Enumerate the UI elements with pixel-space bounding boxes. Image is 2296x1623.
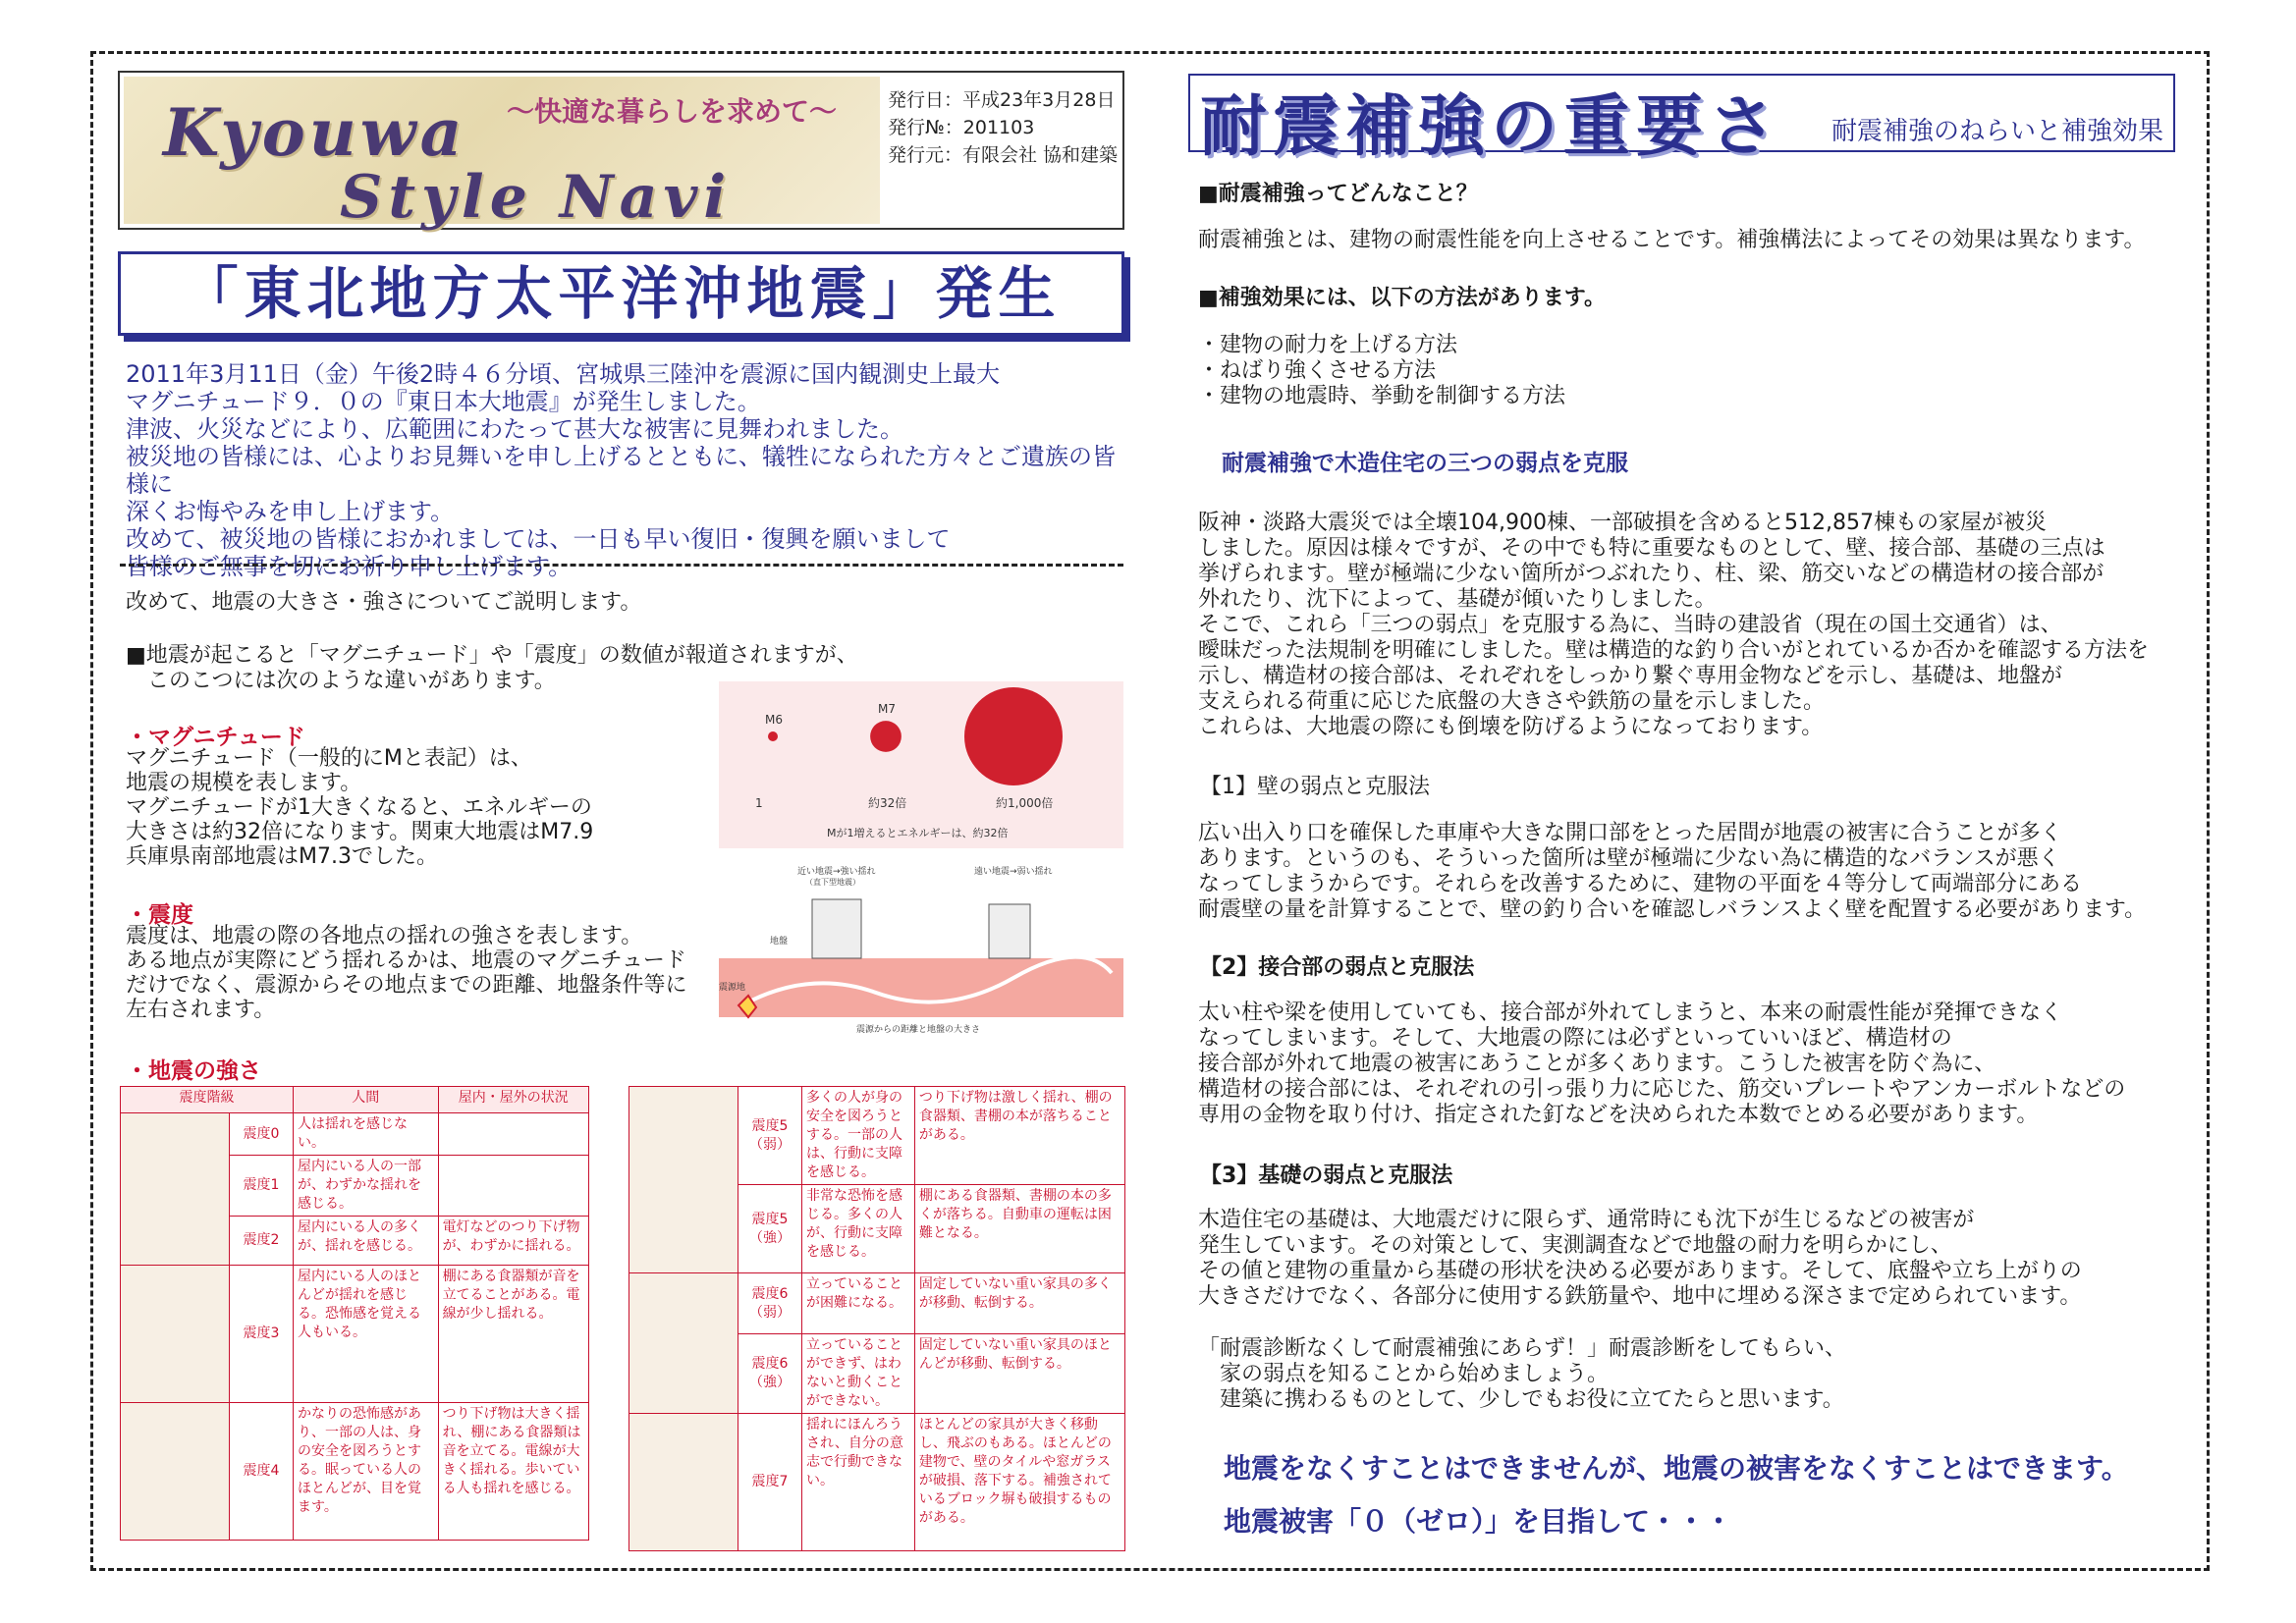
foundation-line: 大きさだけでなく、各部分に使用する鉄筋量や、地中に埋める深さまで定められています。 xyxy=(1198,1284,2082,1309)
masthead xyxy=(118,71,1124,230)
weakness-line: そこで、これら「三つの弱点」を克服する為に、当時の建設省（現在の国土交通省）は、 xyxy=(1198,613,2062,637)
weakness-line: 挙げられます。壁が極端に少ない箇所がつぶれたり、柱、梁、筋交いなどの構造材の接合部が xyxy=(1198,562,2105,586)
shindo-line: ある地点が実際にどう揺れるかは、地震のマグニチュード xyxy=(126,948,686,973)
source-label: 震源地 xyxy=(719,983,746,993)
logo-line1: Kyouwa xyxy=(163,94,466,171)
human-cell: 揺れにほんろうされ、自分の意志で行動できない。 xyxy=(802,1414,915,1551)
news-block xyxy=(126,360,1127,580)
header-level: 震度階級 xyxy=(121,1087,294,1113)
situation-cell: 固定していない重い家具の多くが移動、転倒する。 xyxy=(914,1273,1124,1334)
human-cell: 非常な恐怖を感じる。多くの人が、行動に支障を感じる。 xyxy=(802,1185,915,1273)
method-item: ・建物の地震時、挙動を制御する方法 xyxy=(1198,384,1566,408)
level-cell: 震度5（弱） xyxy=(738,1087,802,1185)
value-label: 約32倍 xyxy=(868,796,907,810)
near-sublabel: （直下型地震） xyxy=(805,878,860,887)
table-row xyxy=(629,1273,1125,1334)
news-line: 2011年3月11日（金）午後2時４６分頃、宮城県三陸沖を震源に国内観測史上最大 xyxy=(126,360,1001,388)
level-cell: 震度1 xyxy=(230,1156,294,1217)
far-building-icon xyxy=(989,904,1030,958)
magnitude-heading: ・マグニチュード xyxy=(126,725,305,750)
shindo-heading: ・震度 xyxy=(126,902,193,928)
right-subtitle: 耐震補強のねらいと補強効果 xyxy=(1831,117,2163,146)
level-cell: 震度6（強） xyxy=(738,1334,802,1414)
closing-line1: 地震をなくすことはできませんが、地震の被害をなくすことはできます。 xyxy=(1224,1452,2129,1485)
joint-line: なってしまいます。そして、大地震の際には必ずといっていいほど、構造材の xyxy=(1198,1026,1952,1051)
tagline: ～快適な暮らしを求めて～ xyxy=(507,95,838,128)
headline: 「東北地方太平洋沖地震」発生 xyxy=(118,251,1124,336)
magnitude-body xyxy=(126,746,715,869)
weakness-heading: 耐震補強で木造住宅の三つの弱点を克服 xyxy=(1222,451,1628,476)
human-cell: 多くの人が身の安全を図ろうとする。一部の人は、行動に支障を感じる。 xyxy=(802,1087,915,1185)
methods-heading: ■補強効果には、以下の方法があります。 xyxy=(1198,286,1607,310)
category-label: M7 xyxy=(878,702,896,717)
level-cell: 震度2 xyxy=(230,1217,294,1266)
situation-cell: ほとんどの家具が大きく移動し、飛ぶのもある。ほとんどの建物で、壁のタイルや窓ガラスが破損、落下する。補強されているブロック塀も破損するものがある。 xyxy=(914,1414,1124,1551)
human-cell: かなりの恐怖感があり、一部の人は、身の安全を図ろうとする。眠っている人のほとんどが、目を覚ます。 xyxy=(294,1403,439,1541)
methods-list xyxy=(1198,333,1565,409)
advice-line: 建築に携わるものとして、少しでもお役に立てたらと思います。 xyxy=(1220,1387,1844,1412)
question-body: 耐震補強とは、建物の耐震性能を向上させることです。補強構法によってその効果は異なります。 xyxy=(1198,228,2146,252)
situation-cell: 棚にある食器類が音を立てることがある。電線が少し揺れる。 xyxy=(438,1266,588,1403)
news-line: 被災地の皆様には、心よりお見舞いを申し上げるとともに、犠牲になられた方々とご遺族の皆様に xyxy=(126,443,1116,498)
weakness-line: 阪神・淡路大震災では全壊104,900棟、一部破損を含めると512,857棟もの家屋が被災 xyxy=(1198,511,2047,535)
weakness-line: しました。原因は様々ですが、その中でも特に重要なものとして、壁、接合部、基礎の三点は xyxy=(1198,536,2105,561)
wall-line: 広い出入り口を確保した車庫や大きな開口部をとった居間が地震の被害に合うことが多く xyxy=(1198,821,2062,845)
magnitude-energy-chart xyxy=(719,681,1123,848)
illustration xyxy=(121,1266,230,1403)
level-cell: 震度5（強） xyxy=(738,1185,802,1273)
value-label: 1 xyxy=(755,796,763,810)
news-line: マグニチュード９．０の『東日本大地震』が発生しました。 xyxy=(126,388,761,415)
news-line: 皆様のご無事を切にお祈り申し上げます。 xyxy=(126,553,573,580)
intro-text: 改めて、地震の大きさ・強さについてご説明します。 xyxy=(126,590,642,615)
question-heading: ■耐震補強ってどんなこと？ xyxy=(1198,182,1478,206)
magnitude-line: 地震の規模を表します。 xyxy=(126,771,362,795)
near-label: 近い地震→強い揺れ xyxy=(797,867,876,877)
bubble-chart-svg xyxy=(719,681,1123,848)
joint-line: 太い柱や梁を使用していても、接合部が外れてしまうと、本来の耐震性能が発揮できなく xyxy=(1198,1001,2063,1025)
weakness-line: 支えられる荷重に応じた底盤の大きさや鉄筋の量を示しました。 xyxy=(1198,689,1826,714)
intensity-table-right xyxy=(629,1086,1125,1551)
illustration xyxy=(121,1113,230,1266)
illustration xyxy=(629,1273,738,1414)
news-line: 深くお悔やみを申し上げます。 xyxy=(126,498,455,525)
near-building-icon xyxy=(812,899,861,958)
human-cell: 人は揺れを感じない。 xyxy=(294,1113,439,1156)
illustration xyxy=(629,1087,738,1273)
level-cell: 震度4 xyxy=(230,1403,294,1541)
note-line1: ■地震が起こると「マグニチュード」や「震度」の数値が報道されますが、 xyxy=(126,643,858,668)
human-cell: 立っていることができず、はわないと動くことができない。 xyxy=(802,1334,915,1414)
illustration xyxy=(121,1403,230,1541)
advice-line: 「耐震診断なくして耐震補強にあらず！」耐震診断をしてもらい、 xyxy=(1198,1336,1847,1361)
situation-cell: 固定していない重い家具のほとんどが移動、転倒する。 xyxy=(914,1334,1124,1414)
advice-block xyxy=(1198,1336,2190,1413)
table-row xyxy=(121,1266,589,1403)
far-label: 遠い地震→弱い揺れ xyxy=(974,867,1053,877)
advice-line: 家の弱点を知ることから始めましょう。 xyxy=(1220,1362,1610,1386)
bubble-m6 xyxy=(768,731,778,741)
weakness-line: 外れたり、沈下によって、基礎が傾いたりしました。 xyxy=(1198,587,1717,612)
bubble-m7 xyxy=(870,721,902,752)
diagram-svg xyxy=(719,860,1123,1035)
wall-line: あります。というのも、そういった箇所は壁が極端に少ない為に構造的なバランスが悪く xyxy=(1198,846,2060,871)
news-line: 改めて、被災地の皆様におかれましては、一日も早い復旧・復興を願いまして xyxy=(126,525,951,553)
masthead-logo-panel xyxy=(124,77,880,232)
situation-cell: 電灯などのつり下げ物が、わずかに揺れる。 xyxy=(438,1217,588,1266)
logo-line2: Style Navi xyxy=(340,163,733,232)
wall-line: 耐震壁の量を計算することで、壁の釣り合いを確認しバランスよく壁を配置する必要があります。 xyxy=(1198,897,2147,922)
situation-cell xyxy=(438,1156,588,1217)
magnitude-line: マグニチュードが1大きくなると、エネルギーの xyxy=(126,795,592,820)
seismic-distance-diagram xyxy=(719,860,1123,1035)
magnitude-line: 大きさは約32倍になります。関東大地震はM7.9 xyxy=(126,820,594,844)
situation-cell: つり下げ物は激しく揺れ、棚の食器類、書棚の本が落ちることがある。 xyxy=(914,1087,1124,1185)
issue-date: 発行日：平成23年3月28日 xyxy=(888,89,1116,111)
weakness-body xyxy=(1198,511,2190,740)
header-situation: 屋内・屋外の状況 xyxy=(438,1087,588,1113)
strength-heading: ・地震の強さ xyxy=(126,1058,261,1084)
chart-caption: Mが1増えるとエネルギーは、約32倍 xyxy=(827,827,1009,839)
foundation-body xyxy=(1198,1208,2190,1310)
bubble-m8 xyxy=(964,687,1063,785)
closing-line2: 地震被害「０（ゼロ）」を目指して・・・ xyxy=(1224,1505,1733,1538)
news-line: 津波、火災などにより、広範囲にわたって甚大な被害に見舞われました。 xyxy=(126,415,903,443)
joint-heading: 【2】接合部の弱点と克服法 xyxy=(1200,955,1475,980)
magnitude-line: 兵庫県南部地震はM7.3でした。 xyxy=(126,844,438,869)
level-cell: 震度7 xyxy=(738,1414,802,1551)
level-cell: 震度6（弱） xyxy=(738,1273,802,1334)
level-cell: 震度3 xyxy=(230,1266,294,1403)
shindo-line: 左右されます。 xyxy=(126,998,276,1022)
right-title-box xyxy=(1188,74,2175,166)
value-label: 約1,000倍 xyxy=(996,796,1054,810)
human-cell: 屋内にいる人のほとんどが揺れを感じる。恐怖感を覚える人もいる。 xyxy=(294,1266,439,1403)
human-cell: 屋内にいる人の一部が、わずかな揺れを感じる。 xyxy=(294,1156,439,1217)
foundation-heading: 【3】基礎の弱点と克服法 xyxy=(1200,1163,1453,1188)
joint-body xyxy=(1198,1001,2190,1128)
diagram-caption: 震源からの距離と地盤の大きさ xyxy=(856,1025,981,1035)
wall-body xyxy=(1198,821,2190,923)
note-line2: このこつには次のような違いがあります。 xyxy=(147,669,556,693)
foundation-line: その値と建物の重量から基礎の形状を決める必要があります。そして、底盤や立ち上がりの xyxy=(1198,1259,2082,1283)
header-human: 人間 xyxy=(294,1087,439,1113)
situation-cell xyxy=(438,1113,588,1156)
issue-number: 発行№：201103 xyxy=(888,117,1035,138)
weakness-line: 曖昧だった法規制を明確にしました。壁は構造的な釣り合いがとれているか否かを確認する方法を xyxy=(1198,638,2150,663)
wall-line: なってしまうからです。それらを改善するために、建物の平面を４等分して両端部分にある xyxy=(1198,872,2083,896)
human-cell: 立っていることが困難になる。 xyxy=(802,1273,915,1334)
weakness-line: これらは、大地震の際にも倒壊を防げるようになっております。 xyxy=(1198,715,1824,739)
shindo-line: だけでなく、震源からその地点までの距離、地盤条件等に xyxy=(126,973,687,998)
foundation-line: 木造住宅の基礎は、大地震だけに限らず、通常時にも沈下が生じるなどの被害が xyxy=(1198,1208,1975,1232)
weakness-line: 示し、構造材の接合部は、それぞれをしっかり繋ぐ専用金物などを示し、基礎は、地盤が xyxy=(1198,664,2063,688)
human-cell: 屋内にいる人の多くが、揺れを感じる。 xyxy=(294,1217,439,1266)
issue-info xyxy=(888,86,1118,169)
ground-label: 地盤 xyxy=(770,937,789,947)
joint-line: 接合部が外れて地震の被害にあうことが多くあります。こうした被害を防ぐ為に、 xyxy=(1198,1052,1996,1076)
method-item: ・ねばり強くさせる方法 xyxy=(1198,358,1437,383)
publisher: 発行元：有限会社 協和建築 xyxy=(888,144,1119,166)
intensity-table-left xyxy=(120,1086,589,1541)
table-row xyxy=(121,1113,589,1156)
table-header-row xyxy=(121,1087,589,1113)
foundation-line: 発生しています。その対策として、実測調査などで地盤の耐力を明らかにし、 xyxy=(1198,1233,1952,1258)
joint-line: 構造材の接合部には、それぞれの引っ張り力に応じた、筋交いプレートやアンカーボルトなどの xyxy=(1198,1077,2126,1102)
category-label: M6 xyxy=(765,713,783,727)
method-item: ・建物の耐力を上げる方法 xyxy=(1198,333,1458,357)
situation-cell: つり下げ物は大きく揺れ、棚にある食器類は音を立てる。電線が大きく揺れる。歩いている人も揺れを感じる。 xyxy=(438,1403,588,1541)
shindo-body xyxy=(126,924,725,1022)
illustration xyxy=(629,1414,738,1551)
shindo-line: 震度は、地震の際の各地点の揺れの強さを表します。 xyxy=(126,924,643,948)
situation-cell: 棚にある食器類、書棚の本の多くが落ちる。自動車の運転は困難となる。 xyxy=(914,1185,1124,1273)
joint-line: 専用の金物を取り付け、指定された釘などを決められた本数でとめる必要があります。 xyxy=(1198,1103,2039,1127)
right-title: 耐震補強の重要さ xyxy=(1200,88,1782,166)
magnitude-line: マグニチュード（一般的にMと表記）は、 xyxy=(126,746,532,771)
table-row xyxy=(121,1403,589,1541)
section-divider xyxy=(120,564,1123,567)
table-row xyxy=(629,1414,1125,1551)
level-cell: 震度0 xyxy=(230,1113,294,1156)
wall-heading: 【1】壁の弱点と克服法 xyxy=(1200,775,1430,799)
table-row xyxy=(629,1087,1125,1185)
